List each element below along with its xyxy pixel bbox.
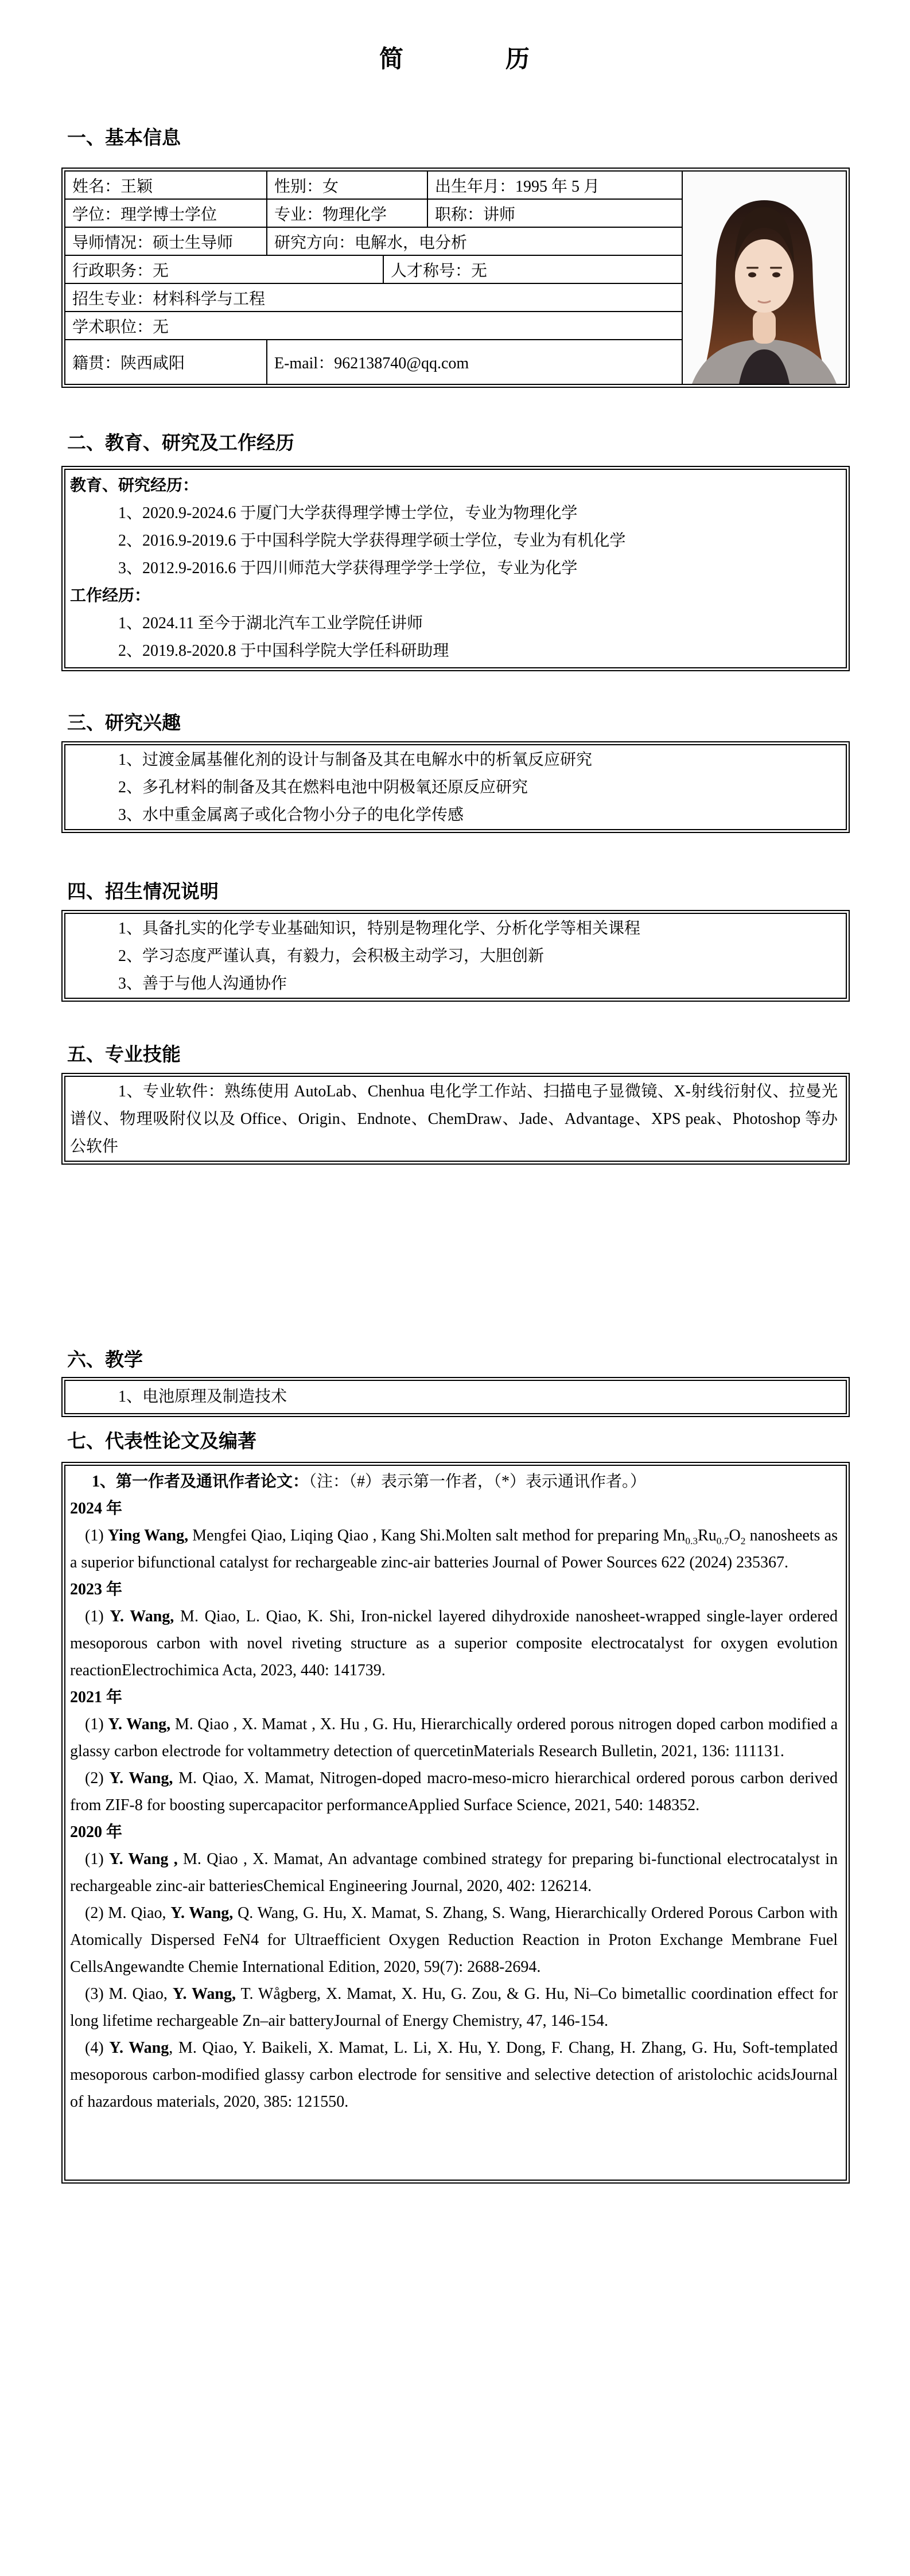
- publication-entry: 2020 年: [70, 1823, 123, 1841]
- publication-entry: (2) M. Qiao, Y. Wang, Q. Wang, G. Hu, X. Mamat, S. Zhang, S. Wang, Hierarchically Ordered Porous Carbon with Atomically Dispersed FeN4 for Ultraefficient Oxygen Reduction Reaction in Proton Exchange Membrane Fuel CellsAngewandte Chemie International Edition, 2020, 59(7): 2688-2694.: [70, 1904, 838, 1976]
- cell-major: 专业：物理化学: [267, 200, 428, 228]
- publication-entry: 2024 年: [70, 1500, 123, 1517]
- cell-talent-title: 人才称号：无: [384, 256, 683, 284]
- work-item: 1、2024.11 至今于湖北汽车工业学院任讲师: [118, 614, 423, 632]
- publications-list: [70, 1495, 838, 2115]
- publication-entry: 2023 年: [70, 1581, 123, 1598]
- admission-item: 2、学习态度严谨认真，有毅力，会积极主动学习，大胆创新: [118, 947, 545, 965]
- cell-name: 姓名：王颖: [65, 172, 267, 200]
- publications-intro: 1、第一作者及通讯作者论文：（注：（#）表示第一作者，（*）表示通讯作者。）: [92, 1473, 647, 1491]
- profile-photo: [683, 172, 846, 384]
- education-item: 1、2020.9-2024.6 于厦门大学获得理学博士学位，专业为物理化学: [118, 504, 578, 522]
- education-list: [70, 500, 838, 582]
- work-item: 2、2019.8-2020.8 于中国科学院大学任科研助理: [118, 642, 449, 660]
- interest-item: 2、多孔材料的制备及其在燃料电池中阴极氧还原反应研究: [118, 779, 528, 796]
- cell-native-place: 籍贯：陕西咸阳: [65, 340, 267, 384]
- section-heading-admission: 四、招生情况说明: [67, 882, 219, 902]
- admission-box: [61, 910, 850, 1002]
- education-item: 2、2016.9-2019.6 于中国科学院大学获得理学硕士学位，专业为有机化学: [118, 532, 626, 550]
- work-list: [70, 610, 838, 665]
- document-title: 简 历: [379, 46, 531, 73]
- basic-info-table: [61, 168, 850, 388]
- cell-research-direction: 研究方向：电解水，电分析: [267, 228, 683, 256]
- section-heading-publications: 七、代表性论文及编著: [67, 1431, 256, 1452]
- teaching-item: 1、电池原理及制造技术: [118, 1388, 287, 1406]
- cell-enroll-major: 招生专业：材料科学与工程: [65, 284, 683, 312]
- cell-gender: 性别：女: [267, 172, 428, 200]
- interest-item: 1、过渡金属基催化剂的设计与制备及其在电解水中的析氧反应研究: [118, 751, 593, 769]
- section-heading-teaching: 六、教学: [67, 1350, 143, 1371]
- section-heading-interests: 三、研究兴趣: [67, 713, 181, 734]
- cell-degree: 学位：理学博士学位: [65, 200, 267, 228]
- admission-item: 3、善于与他人沟通协作: [118, 975, 287, 993]
- teaching-box: [61, 1377, 850, 1417]
- publication-entry: 2021 年: [70, 1688, 123, 1706]
- cell-advisor: 导师情况：硕士生导师: [65, 228, 267, 256]
- work-label: 工作经历：: [70, 587, 151, 605]
- publication-entry: (1) Y. Wang , M. Qiao , X. Mamat, An advantage combined strategy for preparing bi-functional electrocatalyst in rechargeable zinc-air batteriesChemical Engineering Journal, 2020, 402: 126214.: [70, 1850, 838, 1895]
- publication-entry: (1) Y. Wang, M. Qiao, L. Qiao, K. Shi, Iron-nickel layered dihydroxide nanosheet-wrapped single-layer ordered mesoporous carbon with novel riveting structure as a superior composite electrocatalyst for oxygen evolution reactionElectrochimica Acta, 2023, 440: 141739.: [70, 1608, 838, 1679]
- cell-admin-post: 行政职务：无: [65, 256, 384, 284]
- cell-email: E-mail：962138740@qq.com: [267, 340, 683, 384]
- publications-box: [61, 1462, 850, 2184]
- cell-academic-post: 学术职位：无: [65, 312, 683, 340]
- education-item: 3、2012.9-2016.6 于四川师范大学获得理学学士学位，专业为化学: [118, 559, 578, 577]
- experience-box: [61, 466, 850, 671]
- interest-item: 3、水中重金属离子或化合物小分子的电化学传感: [118, 806, 464, 824]
- education-label: 教育、研究经历：: [70, 477, 199, 495]
- profile-photo-image: [683, 172, 846, 384]
- cell-job-title: 职称：讲师: [428, 200, 683, 228]
- admission-item: 1、具备扎实的化学专业基础知识，特别是物理化学、分析化学等相关课程: [118, 920, 641, 937]
- section-heading-experience: 二、教育、研究及工作经历: [67, 433, 294, 454]
- section-heading-basic-info: 一、基本信息: [67, 128, 181, 149]
- skill-item: 1、专业软件：熟练使用 AutoLab、Chenhua 电化学工作站、扫描电子显微镜、X-射线衍射仪、拉曼光谱仪、物理吸附仪以及 Office、Origin、Endnote、ChemDraw、Jade、Advantage、XPS peak、Photoshop 等办公软件: [70, 1083, 838, 1155]
- publication-entry: (1) Y. Wang, M. Qiao , X. Mamat , X. Hu , G. Hu, Hierarchically ordered porous nitrogen doped carbon modified a glassy carbon electrode for voltammetry detection of quercetinMaterials Research Bulletin, 2021, 136: 111131.: [70, 1715, 838, 1760]
- publication-entry: (3) M. Qiao, Y. Wang, T. Wågberg, X. Mamat, X. Hu, G. Zou, & G. Hu, Ni–Co bimetallic coordination effect for long lifetime rechargeable Zn–air batteryJournal of Energy Chemistry, 47, 146-154.: [70, 1985, 838, 2030]
- publication-entry: (2) Y. Wang, M. Qiao, X. Mamat, Nitrogen-doped macro-meso-micro hierarchical ordered porous carbon derived from ZIF-8 for boosting supercapacitor performanceApplied Surface Science, 2021, 540: 148352.: [70, 1769, 838, 1814]
- interests-box: [61, 741, 850, 833]
- publication-entry: (4) Y. Wang, M. Qiao, Y. Baikeli, X. Mamat, L. Li, X. Hu, Y. Dong, F. Chang, H. Zhang, G. Hu, Soft-templated mesoporous carbon-modified glassy carbon electrode for sensitive and selective detection of aristolochic acidsJournal of hazardous materials, 2020, 385: 121550.: [70, 2039, 838, 2111]
- skills-box: [61, 1073, 850, 1165]
- publication-entry: (1) Ying Wang, Mengfei Qiao, Liqing Qiao , Kang Shi.Molten salt method for preparing $Mn_{0.3}Ru_{0.7}O_2$ nanosheets as a superior bifunctional catalyst for rechargeable zinc-air batteries Journal of Power Sources 622 (2024) 235367.: [70, 1527, 838, 1571]
- cell-birth: 出生年月：1995 年 5 月: [428, 172, 683, 200]
- section-heading-skills: 五、专业技能: [67, 1045, 181, 1065]
